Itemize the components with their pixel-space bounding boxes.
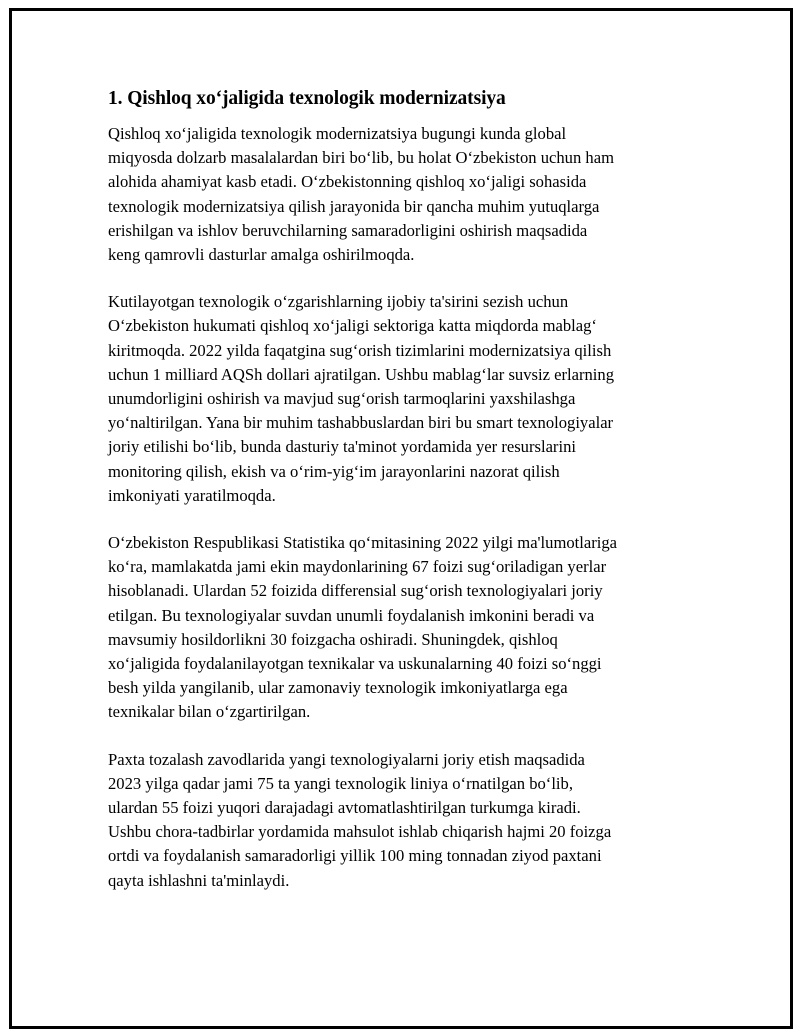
document-content [108, 86, 688, 916]
section-heading: 1. Qishloq xo‘jaligida texnologik modernizatsiya [108, 88, 506, 109]
text-line: miqyosda dolzarb masalalardan biri bo‘lib, bu holat O‘zbekiston uchun ham [108, 148, 614, 168]
text-line: hisoblanadi. Ulardan 52 foizida differensial sug‘orish texnologiyalari joriy [108, 581, 603, 601]
paragraph [108, 290, 688, 508]
text-line: Paxta tozalash zavodlarida yangi texnologiyalarni joriy etish maqsadida [108, 749, 585, 769]
text-line: O‘zbekiston hukumati qishloq xo‘jaligi sektoriga katta miqdorda mablag‘ [108, 316, 597, 336]
text-line: yo‘naltirilgan. Yana bir muhim tashabbuslardan biri bu smart texnologiyalar [108, 413, 614, 433]
paragraphs-container [108, 122, 688, 893]
text-line: besh yilda yangilanib, ular zamonaviy texnologik imkoniyatlarga ega [108, 678, 568, 698]
text-line: uchun 1 milliard AQSh dollari ajratilgan. Ushbu mablag‘lar suvsiz erlarning [108, 364, 614, 384]
text-line: ulardan 55 foizi yuqori darajadagi avtomatlashtirilgan turkumga kiradi. [108, 798, 581, 818]
text-line: ortdi va foydalanish samaradorligi yillik 100 ming tonnadan ziyod paxtani [108, 846, 602, 866]
text-line: kiritmoqda. 2022 yilda faqatgina sug‘orish tizimlarini modernizatsiya qilish [108, 340, 612, 360]
paragraph [108, 531, 688, 725]
text-line: etilgan. Bu texnologiyalar suvdan unumli foydalanish imkonini beradi va [108, 605, 595, 625]
text-line: monitoring qilish, ekish va o‘rim-yig‘im jarayonlarini nazorat qilish [108, 461, 560, 481]
text-line: keng qamrovli dasturlar amalga oshirilmoqda. [108, 245, 415, 265]
text-line: mavsumiy hosildorlikni 30 foizgacha oshiradi. Shuningdek, qishloq [108, 629, 558, 649]
text-line: O‘zbekiston Respublikasi Statistika qo‘mitasining 2022 yilgi ma'lumotlariga [108, 533, 618, 553]
text-line: alohida ahamiyat kasb etadi. O‘zbekistonning qishloq xo‘jaligi sohasida [108, 172, 587, 192]
text-line: texnologik modernizatsiya qilish jarayonida bir qancha muhim yutuqlarga [108, 196, 600, 216]
text-line: joriy etilishi bo‘lib, bunda dasturiy ta'minot yordamida yer resurslarini [108, 437, 576, 457]
text-line: Ushbu chora-tadbirlar yordamida mahsulot ishlab chiqarish hajmi 20 foizga [108, 822, 612, 842]
text-line: texnikalar bilan o‘zgartirilgan. [108, 702, 311, 722]
text-line: Qishloq xo‘jaligida texnologik modernizatsiya bugungi kunda global [108, 124, 567, 143]
text-line: unumdorligini oshirish va mavjud sug‘orish tarmoqlarini yaxshilashga [108, 389, 576, 409]
text-line: 2023 yilga qadar jami 75 ta yangi texnologik liniya o‘rnatilgan bo‘lib, [108, 773, 573, 793]
text-line: Kutilayotgan texnologik o‘zgarishlarning ijobiy ta'sirini sezish uchun [108, 292, 569, 312]
paragraph [108, 748, 688, 893]
text-line: erishilgan va ishlov beruvchilarning samaradorligini oshirish maqsadida [108, 220, 588, 240]
text-line: qayta ishlashni ta'minlaydi. [108, 870, 290, 890]
paragraph [108, 122, 688, 267]
text-line: ko‘ra, mamlakatda jami ekin maydonlarining 67 foizi sug‘oriladigan yerlar [108, 557, 607, 577]
text-line: imkoniyati yaratilmoqda. [108, 485, 276, 505]
text-line: xo‘jaligida foydalanilayotgan texnikalar va uskunalarning 40 foizi so‘nggi [108, 654, 602, 674]
